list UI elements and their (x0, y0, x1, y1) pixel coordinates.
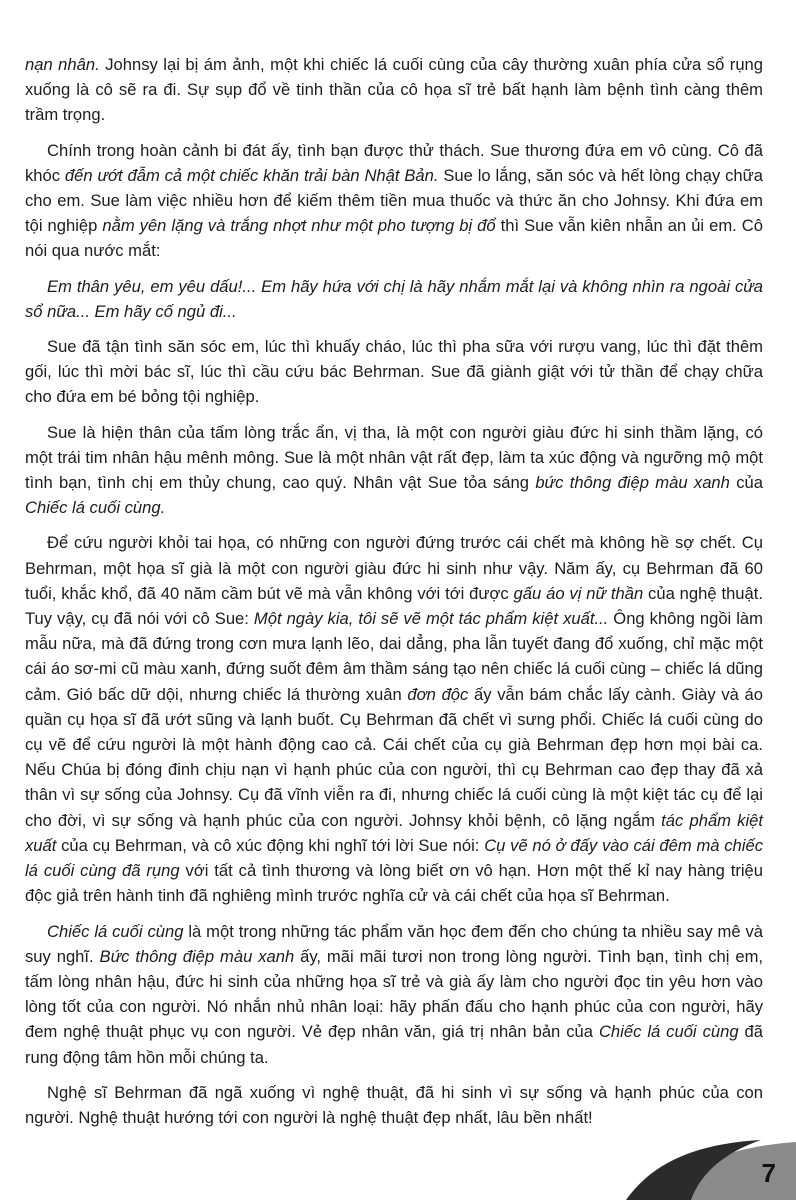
text-segment: đã rung động tâm hồn mỗi chúng ta. (25, 1022, 763, 1067)
paragraph-4 (25, 334, 763, 410)
text-segment: Sue lo lắng, săn sóc và hết lòng chạy chữa cho em. Sue làm việc nhiều hơn để kiếm thêm tiền mua thuốc và thức ăn cho Johnsy. Khi đứa em tội nghiệp (25, 165, 763, 236)
text-segment: là một trong những tác phẩm văn học đem đến cho chúng ta nhiều say mê và suy nghĩ. (25, 921, 763, 966)
page-body-text (25, 52, 763, 1140)
text-segment: Ông không ngồi làm mẫu nữa, mà đã đứng trong cơn mưa lạnh lẽo, dai dẳng, pha lẫn tuyết đang đổ xuống, chỉ mặc một cái áo sơ-mi cũ màu xanh, đứng suốt đêm âm thầm sáng tạo nên chiếc lá cuối cùng – chiếc lá dũng cảm. Gió bấc dữ dội, nhưng chiếc lá thường xuân (25, 609, 763, 704)
text-segment: nằm yên lặng và trắng nhợt như một pho tượng bị đổ (102, 216, 496, 236)
text-segment: ấy vẫn bám chắc lấy cành. Giày và áo quần cụ họa sĩ đã ướt sũng và lạnh buốt. Cụ Behrman đã chết vì sưng phổi. Chiếc lá cuối cùng do cụ vẽ để cứu người là một hành động cao cả. Cái chết của cụ già Behrman đẹp hơn mọi bài ca. Nếu Chúa bị đóng đinh chịu nạn vì hạnh phúc của con người, thì cụ Behrman cao đẹp thay đã xả thân vì sự sống của Johnsy. Cụ đã vĩnh viễn ra đi, nhưng chiếc lá cuối cùng là một kiệt tác cụ để lại cho đời, vì sự sống và hạnh phúc của con người. Johnsy khỏi bệnh, cô lặng ngắm (25, 684, 764, 830)
text-segment: tác phẩm kiệt xuất (25, 810, 764, 855)
text-segment: Cụ vẽ nó ở đấy vào cái đêm mà chiếc lá cuối cùng đã rụng (25, 835, 763, 881)
text-segment: Sue đã tận tình săn sóc em, lúc thì khuấy cháo, lúc thì pha sữa với rượu vang, lúc thì đặt thêm gối, lúc thì mời bác sĩ, lúc thì cầu cứu bác Behrman. Sue đã giành giật với tử thần để chạy chữa cho đứa em bé bỏng tội nghiệp. (25, 337, 763, 407)
text-segment: bức thông điệp màu xanh (535, 473, 730, 493)
paragraph-2 (25, 138, 763, 264)
text-segment: gấu áo vị nữ thần (513, 583, 644, 603)
text-segment: Chiếc lá cuối cùng (47, 921, 184, 941)
text-segment: Bức thông điệp màu xanh (99, 946, 295, 966)
paragraph-6 (25, 530, 763, 908)
text-segment: đến ướt đẫm cả một chiếc khăn trải bàn Nhật Bản. (64, 165, 439, 185)
text-segment: Một ngày kia, tôi sẽ vẽ một tác phẩm kiệt xuất... (253, 609, 609, 629)
text-segment: với tất cả tình thương và lòng biết ơn vô hạn. Hơn một thế kỉ nay hàng triệu độc giả trên hành tinh đã nghiêng mình trước nghĩa cử và cái chết của họa sĩ Behrman. (25, 861, 763, 906)
text-segment: Johnsy lại bị ám ảnh, một khi chiếc lá cuối cùng của cây thường xuân phía cửa sổ rụng xuống là cô sẽ ra đi. Sự sụp đổ về tinh thần của cô họa sĩ trẻ bất hạnh làm bệnh tình càng thêm trầm trọng. (25, 55, 764, 125)
text-segment: Chiếc lá cuối cùng (598, 1022, 739, 1042)
text-segment: Em thân yêu, em yêu dấu!... Em hãy hứa với chị là hãy nhắm mắt lại và không nhìn ra ngoài cửa sổ nữa... Em hãy cố ngủ đi... (25, 276, 763, 321)
text-segment: Chiếc lá cuối cùng. (25, 498, 166, 518)
text-segment: Sue là hiện thân của tấm lòng trắc ẩn, vị tha, là một con người giàu đức hi sinh thầm lặng, có một trái tim nhân hậu mênh mông. Sue là một nhân vật rất đẹp, làm ta xúc động và ngưỡng mộ một tình bạn, tình chị em thủy chung, cao quý. Nhân vật Sue tỏa sáng (25, 422, 763, 493)
paragraph-7 (25, 919, 763, 1070)
paragraph-3 (25, 274, 763, 324)
text-segment: Để cứu người khỏi tai họa, có những con người đứng trước cái chết mà không hề sợ chết. Cụ Behrman, một họa sĩ già là một con người giàu đức hi sinh như vậy. Năm ấy, cụ Behrman đã 60 tuổi, khắc khổ, đã 40 năm cầm bút vẽ mà vẫn không với tới được (25, 533, 763, 603)
text-segment: ấy, mãi mãi tươi non trong lòng người. Tình bạn, tình chị em, tấm lòng nhân hậu, đức hi sinh của những họa sĩ trẻ và già ấy làm cho người đọc tin yêu hơn vào lòng tốt của con người. Nó nhắn nhủ nhân loại: hãy phấn đấu cho hạnh phúc của con người, hãy đem nghệ thuật phục vụ con người. Vẻ đẹp nhân văn, giá trị nhân bản của (25, 946, 764, 1042)
text-segment: Nghệ sĩ Behrman đã ngã xuống vì nghệ thuật, đã hi sinh vì sự sống và hạnh phúc của con người. Nghệ thuật hướng tới con người là nghệ thuật đẹp nhất, lâu bền nhất! (25, 1082, 763, 1127)
text-segment: thì Sue vẫn kiên nhẫn an ủi em. Cô nói qua nước mắt: (25, 216, 763, 261)
text-segment: đơn độc (407, 684, 469, 704)
page-number: 7 (761, 1158, 776, 1188)
text-segment: Chính trong hoàn cảnh bi đát ấy, tình bạn được thử thách. Sue thương đứa em vô cùng. Cô đã khóc (25, 140, 763, 185)
paragraph-1 (25, 52, 763, 128)
text-segment: của nghệ thuật. Tuy vậy, cụ đã nói với cô Sue: (25, 583, 763, 629)
text-segment: nạn nhân. (25, 55, 100, 74)
paragraph-5 (25, 420, 763, 521)
paragraph-8 (25, 1080, 763, 1130)
text-segment: của (729, 473, 763, 493)
text-segment: của cụ Behrman, và cô xúc động khi nghĩ tới lời Sue nói: (56, 835, 485, 855)
